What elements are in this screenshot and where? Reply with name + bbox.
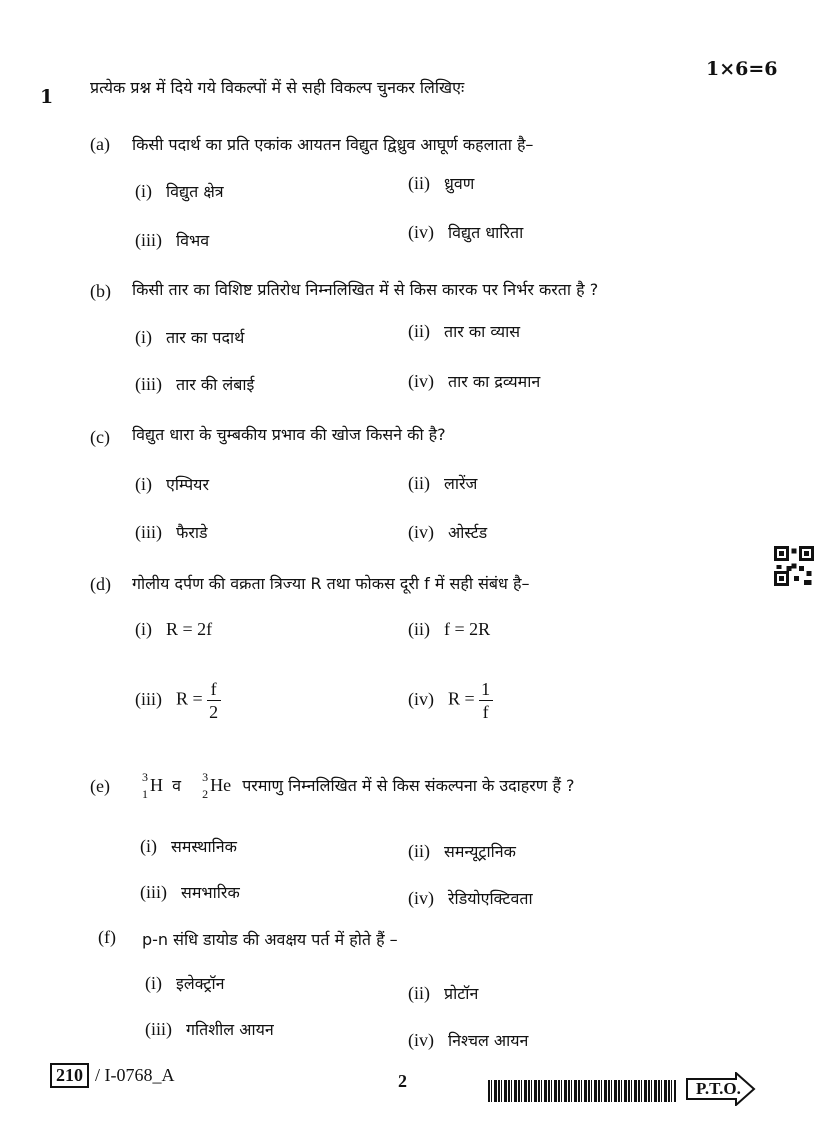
option-tag: (iv) bbox=[408, 522, 434, 542]
option-text: f = 2R bbox=[444, 619, 491, 639]
option-text: विद्युत क्षेत्र bbox=[166, 182, 224, 201]
option-text: निश्चल आयन bbox=[448, 1031, 529, 1050]
option-text: फैराडे bbox=[176, 523, 208, 542]
option-d-ii bbox=[408, 619, 490, 640]
option-text: R = 2f bbox=[166, 619, 213, 639]
fraction-denominator: f bbox=[482, 702, 489, 722]
barcode-icon bbox=[488, 1080, 676, 1102]
option-tag: (iv) bbox=[408, 1030, 434, 1050]
question-e-text bbox=[130, 769, 575, 801]
option-tag: (ii) bbox=[408, 473, 430, 493]
option-f-iii bbox=[145, 1018, 274, 1040]
element-symbol: He bbox=[210, 775, 232, 795]
option-f-ii bbox=[408, 982, 478, 1004]
mass-number: 3 bbox=[142, 769, 148, 784]
question-f-label: (f) bbox=[98, 927, 116, 947]
question-a-label: (a) bbox=[90, 134, 110, 154]
option-e-iii bbox=[140, 881, 240, 903]
option-tag: (iii) bbox=[135, 374, 162, 394]
mass-number: 3 bbox=[202, 769, 209, 784]
option-text: समन्यूट्रानिक bbox=[444, 842, 516, 861]
option-text: विद्युत धारिता bbox=[448, 223, 524, 242]
fraction-denominator: 2 bbox=[209, 702, 219, 722]
option-tag: (iii) bbox=[145, 1019, 172, 1039]
instruction-text: प्रत्येक प्रश्न में दिये गये विकल्पों में से सही विकल्प चुनकर लिखिएः bbox=[90, 78, 465, 97]
option-c-ii bbox=[408, 472, 477, 494]
option-tag: (i) bbox=[135, 327, 152, 347]
fraction bbox=[207, 680, 221, 721]
option-text: प्रोटॉन bbox=[444, 984, 479, 1003]
option-tag: (i) bbox=[135, 619, 152, 639]
option-text: लारेंज bbox=[444, 474, 478, 493]
option-a-i bbox=[135, 180, 224, 202]
option-f-iv bbox=[408, 1029, 528, 1051]
question-e-label: (e) bbox=[90, 776, 110, 796]
option-tag: (iii) bbox=[135, 230, 162, 250]
atomic-number: 2 bbox=[202, 786, 209, 801]
option-d-i bbox=[135, 619, 212, 640]
option-tag: (ii) bbox=[408, 173, 430, 193]
option-tag: (i) bbox=[135, 474, 152, 494]
option-text: तार की लंबाई bbox=[176, 375, 255, 394]
option-b-ii bbox=[408, 320, 520, 342]
atomic-number: 1 bbox=[142, 786, 148, 801]
option-tag: (ii) bbox=[408, 841, 430, 861]
option-text: तार का पदार्थ bbox=[166, 328, 245, 347]
question-c-text: विद्युत धारा के चुम्बकीय प्रभाव की खोज किसने की है? bbox=[132, 425, 446, 444]
option-a-ii bbox=[408, 172, 474, 194]
option-text: समभारिक bbox=[181, 883, 240, 902]
fraction-bar bbox=[207, 700, 221, 701]
option-c-iii bbox=[135, 521, 208, 543]
joiner-word: व bbox=[172, 776, 181, 795]
equation-lhs: R = bbox=[448, 688, 475, 709]
option-d-iv bbox=[408, 680, 493, 721]
option-tag: (ii) bbox=[408, 321, 430, 341]
option-text: तार का व्यास bbox=[444, 322, 521, 341]
option-text: एम्पियर bbox=[166, 475, 210, 494]
marks-allocation: 1×6=6 bbox=[706, 58, 778, 80]
question-number: 1 bbox=[40, 86, 54, 108]
option-tag: (ii) bbox=[408, 983, 430, 1003]
question-b-text: किसी तार का विशिष्ट प्रतिरोध निम्नलिखित में से किस कारक पर निर्भर करता है ? bbox=[132, 280, 599, 299]
option-c-i bbox=[135, 473, 209, 495]
option-text: इलेक्ट्रॉन bbox=[176, 974, 225, 993]
option-text: ओर्स्टड bbox=[448, 523, 488, 542]
option-b-iv bbox=[408, 370, 540, 392]
option-b-i bbox=[135, 326, 244, 348]
option-tag: (iii) bbox=[135, 688, 162, 709]
page-number: 2 bbox=[398, 1071, 407, 1091]
option-tag: (i) bbox=[145, 973, 162, 993]
option-tag: (ii) bbox=[408, 619, 430, 639]
question-f-text: p-n संधि डायोड की अवक्षय पर्त में होते हैं – bbox=[142, 930, 398, 949]
question-c-label: (c) bbox=[90, 427, 110, 447]
fraction-numerator: f bbox=[210, 679, 217, 699]
question-d-label: (d) bbox=[90, 574, 111, 594]
option-c-iv bbox=[408, 521, 487, 543]
question-a-text: किसी पदार्थ का प्रति एकांक आयतन विद्युत द्विध्रुव आघूर्ण कहलाता है– bbox=[132, 135, 534, 154]
option-d-iii bbox=[135, 680, 221, 721]
option-e-i bbox=[140, 835, 237, 857]
option-text: रेडियोएक्टिवता bbox=[448, 889, 533, 908]
option-tag: (iii) bbox=[135, 522, 162, 542]
nuclide-tritium bbox=[130, 769, 150, 801]
option-text: समस्थानिक bbox=[171, 837, 237, 856]
paper-id: / I-0768_A bbox=[95, 1065, 175, 1085]
option-tag: (iv) bbox=[408, 222, 434, 242]
equation-lhs: R = bbox=[176, 688, 203, 709]
pto-arrow bbox=[686, 1072, 756, 1106]
option-text: ध्रुवण bbox=[444, 174, 475, 193]
option-b-iii bbox=[135, 373, 254, 395]
option-e-iv bbox=[408, 887, 533, 909]
option-tag: (i) bbox=[140, 836, 157, 856]
question-d-text: गोलीय दर्पण की वक्रता त्रिज्या R तथा फोकस दूरी f में सही संबंध है– bbox=[132, 574, 530, 593]
option-text: विभव bbox=[176, 231, 210, 250]
pto-label: P.T.O. bbox=[696, 1079, 741, 1098]
element-symbol: H bbox=[150, 775, 163, 795]
option-tag: (iv) bbox=[408, 371, 434, 391]
fraction bbox=[479, 680, 493, 721]
fraction-bar bbox=[479, 700, 493, 701]
paper-code-box: 210 bbox=[50, 1063, 89, 1088]
paper-code-block bbox=[50, 1063, 175, 1088]
question-b-label: (b) bbox=[90, 281, 111, 301]
option-a-iii bbox=[135, 229, 209, 251]
nuclide-helium bbox=[190, 769, 210, 801]
fraction-numerator: 1 bbox=[481, 679, 491, 699]
option-text: गतिशील आयन bbox=[186, 1020, 274, 1039]
option-text: तार का द्रव्यमान bbox=[448, 372, 541, 391]
option-tag: (iv) bbox=[408, 688, 434, 709]
option-tag: (iii) bbox=[140, 882, 167, 902]
option-tag: (iv) bbox=[408, 888, 434, 908]
option-tag: (i) bbox=[135, 181, 152, 201]
question-e-body: परमाणु निम्नलिखित में से किस संकल्पना के उदाहरण हैं ? bbox=[242, 776, 575, 795]
option-a-iv bbox=[408, 221, 523, 243]
qr-code-icon bbox=[774, 546, 814, 586]
option-e-ii bbox=[408, 840, 516, 862]
option-f-i bbox=[145, 972, 225, 994]
